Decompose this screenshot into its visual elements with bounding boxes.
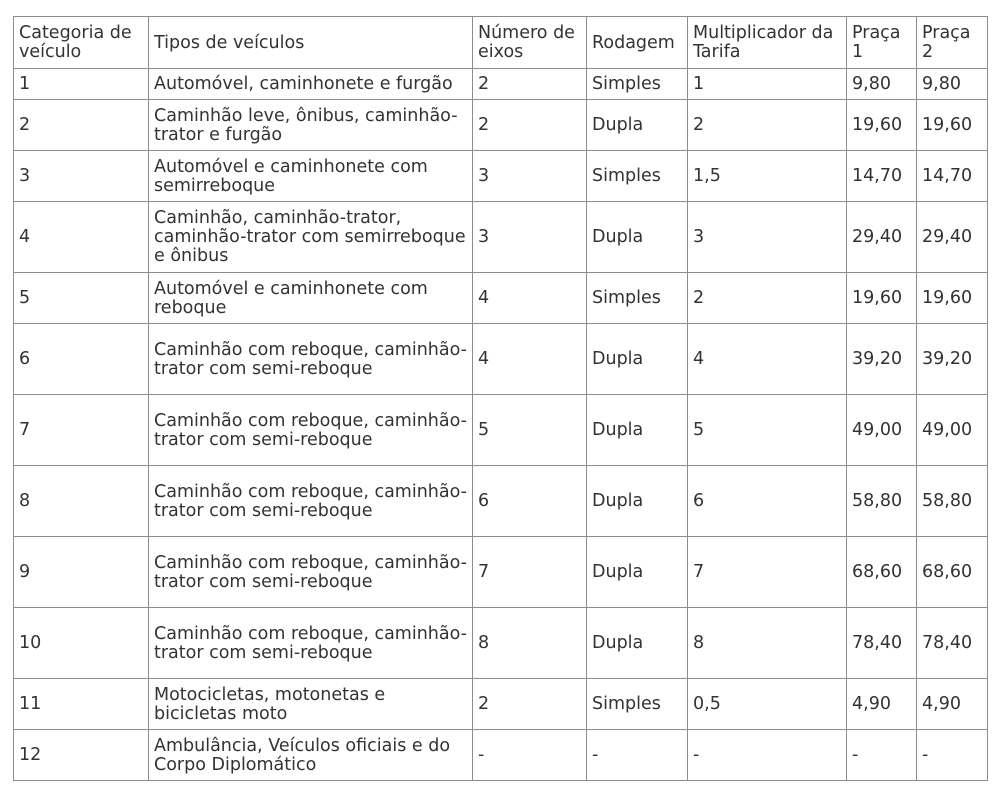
cell-axles: 2 (473, 679, 587, 730)
cell-plaza-1: 78,40 (847, 608, 917, 679)
cell-wheel-type: Dupla (587, 100, 688, 151)
table-row (14, 273, 988, 324)
cell-axles: 4 (473, 324, 587, 395)
cell-category: 2 (14, 100, 149, 151)
header-plaza-1: Praça 1 (847, 17, 917, 69)
cell-category: 9 (14, 537, 149, 608)
table-row (14, 202, 988, 273)
cell-category: 6 (14, 324, 149, 395)
cell-wheel-type: Dupla (587, 466, 688, 537)
cell-category: 11 (14, 679, 149, 730)
header-wheel-type: Rodagem (587, 17, 688, 69)
cell-plaza-1: 9,80 (847, 69, 917, 100)
cell-vehicle-types: Automóvel e caminhonete com semirreboque (149, 151, 473, 202)
cell-plaza-1: 58,80 (847, 466, 917, 537)
header-vehicle-types: Tipos de veículos (149, 17, 473, 69)
cell-plaza-2: 29,40 (917, 202, 988, 273)
cell-plaza-1: 68,60 (847, 537, 917, 608)
cell-multiplier: - (688, 730, 847, 781)
table-row (14, 537, 988, 608)
cell-axles: 5 (473, 395, 587, 466)
cell-plaza-1: 29,40 (847, 202, 917, 273)
cell-vehicle-types: Caminhão com reboque, caminhão-trator com semi-reboque (149, 324, 473, 395)
cell-plaza-1: 39,20 (847, 324, 917, 395)
cell-axles: - (473, 730, 587, 781)
cell-vehicle-types: Caminhão com reboque, caminhão-trator com semi-reboque (149, 608, 473, 679)
table-row (14, 466, 988, 537)
cell-multiplier: 2 (688, 100, 847, 151)
cell-axles: 4 (473, 273, 587, 324)
table-header-row (14, 17, 988, 69)
cell-plaza-2: 39,20 (917, 324, 988, 395)
cell-wheel-type: Dupla (587, 202, 688, 273)
cell-vehicle-types: Ambulância, Veículos oficiais e do Corpo Diplomático (149, 730, 473, 781)
cell-plaza-2: 14,70 (917, 151, 988, 202)
cell-vehicle-types: Motocicletas, motonetas e bicicletas moto (149, 679, 473, 730)
table-row (14, 730, 988, 781)
header-vehicle-category: Categoria de veículo (14, 17, 149, 69)
cell-plaza-2: 78,40 (917, 608, 988, 679)
cell-multiplier: 7 (688, 537, 847, 608)
cell-plaza-2: - (917, 730, 988, 781)
cell-wheel-type: Dupla (587, 324, 688, 395)
cell-category: 1 (14, 69, 149, 100)
cell-plaza-1: 14,70 (847, 151, 917, 202)
cell-axles: 3 (473, 202, 587, 273)
cell-wheel-type: Simples (587, 679, 688, 730)
table-row (14, 151, 988, 202)
cell-vehicle-types: Caminhão leve, ônibus, caminhão-trator e furgão (149, 100, 473, 151)
cell-vehicle-types: Caminhão com reboque, caminhão-trator com semi-reboque (149, 537, 473, 608)
cell-category: 3 (14, 151, 149, 202)
cell-plaza-1: - (847, 730, 917, 781)
cell-wheel-type: Dupla (587, 395, 688, 466)
cell-plaza-2: 19,60 (917, 100, 988, 151)
cell-multiplier: 2 (688, 273, 847, 324)
cell-plaza-2: 58,80 (917, 466, 988, 537)
cell-category: 7 (14, 395, 149, 466)
cell-multiplier: 6 (688, 466, 847, 537)
cell-category: 5 (14, 273, 149, 324)
cell-multiplier: 8 (688, 608, 847, 679)
header-plaza-2: Praça 2 (917, 17, 988, 69)
table-row (14, 100, 988, 151)
cell-axles: 8 (473, 608, 587, 679)
cell-plaza-2: 9,80 (917, 69, 988, 100)
cell-plaza-2: 68,60 (917, 537, 988, 608)
cell-category: 4 (14, 202, 149, 273)
cell-plaza-2: 4,90 (917, 679, 988, 730)
cell-multiplier: 1 (688, 69, 847, 100)
cell-axles: 2 (473, 69, 587, 100)
cell-category: 8 (14, 466, 149, 537)
cell-plaza-1: 19,60 (847, 273, 917, 324)
cell-axles: 6 (473, 466, 587, 537)
cell-axles: 3 (473, 151, 587, 202)
cell-multiplier: 4 (688, 324, 847, 395)
cell-wheel-type: Dupla (587, 608, 688, 679)
cell-vehicle-types: Caminhão com reboque, caminhão-trator com semi-reboque (149, 395, 473, 466)
cell-multiplier: 0,5 (688, 679, 847, 730)
table-row (14, 679, 988, 730)
cell-vehicle-types: Caminhão, caminhão-trator, caminhão-trator com semirreboque e ônibus (149, 202, 473, 273)
cell-vehicle-types: Automóvel, caminhonete e furgão (149, 69, 473, 100)
cell-wheel-type: - (587, 730, 688, 781)
cell-vehicle-types: Caminhão com reboque, caminhão-trator com semi-reboque (149, 466, 473, 537)
cell-plaza-1: 4,90 (847, 679, 917, 730)
table-row (14, 608, 988, 679)
cell-plaza-2: 19,60 (917, 273, 988, 324)
header-rate-multiplier: Multiplicador da Tarifa (688, 17, 847, 69)
table-row (14, 324, 988, 395)
table-row (14, 395, 988, 466)
cell-multiplier: 3 (688, 202, 847, 273)
toll-rate-table (13, 16, 988, 781)
cell-wheel-type: Simples (587, 151, 688, 202)
header-axle-count: Número de eixos (473, 17, 587, 69)
cell-wheel-type: Simples (587, 69, 688, 100)
cell-wheel-type: Dupla (587, 537, 688, 608)
cell-multiplier: 1,5 (688, 151, 847, 202)
cell-plaza-2: 49,00 (917, 395, 988, 466)
cell-category: 10 (14, 608, 149, 679)
cell-wheel-type: Simples (587, 273, 688, 324)
cell-plaza-1: 49,00 (847, 395, 917, 466)
cell-vehicle-types: Automóvel e caminhonete com reboque (149, 273, 473, 324)
cell-category: 12 (14, 730, 149, 781)
cell-axles: 7 (473, 537, 587, 608)
cell-plaza-1: 19,60 (847, 100, 917, 151)
cell-multiplier: 5 (688, 395, 847, 466)
table-row (14, 69, 988, 100)
cell-axles: 2 (473, 100, 587, 151)
